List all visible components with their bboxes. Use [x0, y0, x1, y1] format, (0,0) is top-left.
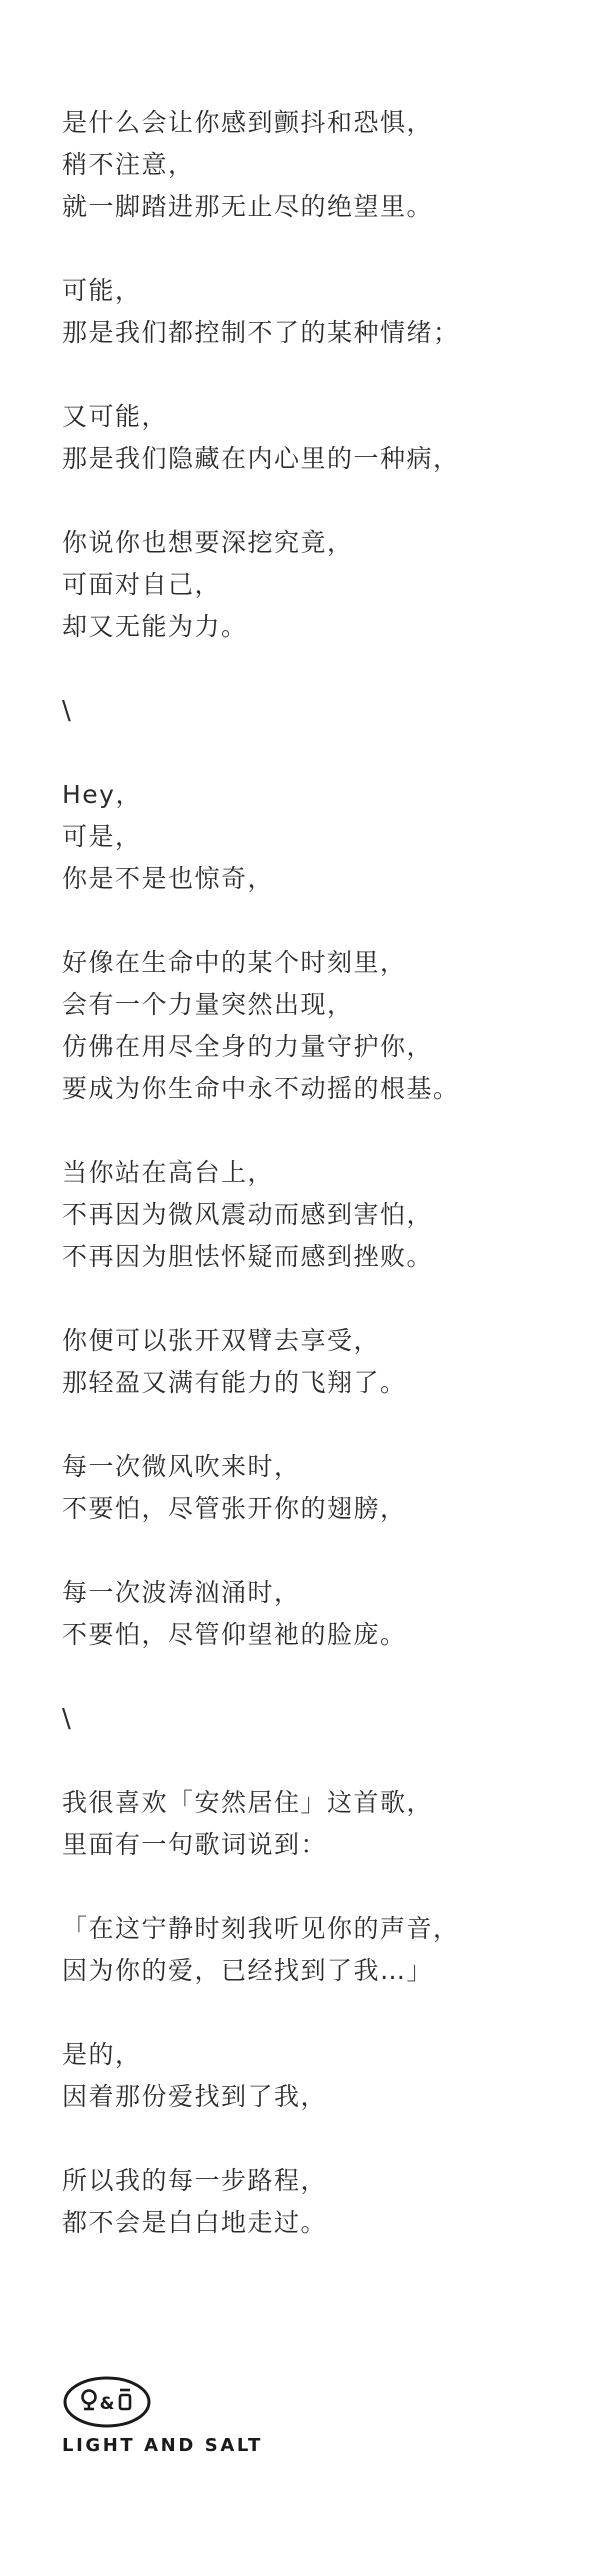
text-line: 可面对自己，: [62, 570, 222, 599]
text-line: 仿佛在用尽全身的力量守护你，: [62, 1032, 434, 1061]
text-line: 可是，: [62, 822, 142, 851]
text-line: 好像在生命中的某个时刻里，: [62, 948, 407, 977]
stanza-2: [62, 270, 582, 354]
text-line: 那是我们都控制不了的某种情绪；: [62, 318, 460, 347]
logo-wordmark: LIGHT AND SALT: [62, 2435, 263, 2456]
stanza-7: [62, 1152, 582, 1278]
text-line: 你是不是也惊奇，: [62, 864, 275, 893]
text-line: 可能，: [62, 276, 142, 305]
text-line: 里面有一句歌词说到：: [62, 1830, 328, 1859]
text-line: 每一次微风吹来时，: [62, 1452, 301, 1481]
text-line: 我很喜欢「安然居住」这首歌，: [62, 1788, 434, 1817]
text-line: 因为你的爱，已经找到了我…」: [62, 1956, 434, 1985]
article-body: [62, 102, 582, 2286]
text-line: 那轻盈又满有能力的飞翔了。: [62, 1368, 407, 1397]
brand-logo: [62, 2375, 322, 2456]
stanza-13: [62, 2034, 582, 2118]
text-line: 不要怕，尽管张开你的翅膀，: [62, 1494, 407, 1523]
stanza-14: [62, 2160, 582, 2244]
text-line: 不再因为胆怯怀疑而感到挫败。: [62, 1242, 434, 1271]
text-line: 你便可以张开双臂去享受，: [62, 1326, 381, 1355]
stanza-3: [62, 396, 582, 480]
stanza-8: [62, 1320, 582, 1404]
text-line: 「在这宁静时刻我听见你的声音，: [62, 1914, 460, 1943]
text-line: 那是我们隐藏在内心里的一种病，: [62, 444, 460, 473]
text-line: 不要怕，尽管仰望祂的脸庞。: [62, 1620, 407, 1649]
text-line: 是的，: [62, 2040, 142, 2069]
stanza-6: [62, 942, 582, 1110]
svg-text:&: &: [99, 2394, 115, 2414]
stanza-11: [62, 1782, 582, 1866]
text-line: 是什么会让你感到颤抖和恐惧，: [62, 108, 434, 137]
text-line: 都不会是白白地走过。: [62, 2208, 328, 2237]
text-line: 当你站在高台上，: [62, 1158, 275, 1187]
text-line: 要成为你生命中永不动摇的根基。: [62, 1074, 460, 1103]
stanza-10: [62, 1572, 582, 1656]
text-line: 所以我的每一步路程，: [62, 2166, 328, 2195]
text-line: 就一脚踏进那无止尽的绝望里。: [62, 192, 434, 221]
stanza-9: [62, 1446, 582, 1530]
logo-mark-icon: [62, 2375, 152, 2429]
text-line: 因着那份爱找到了我，: [62, 2082, 328, 2111]
text-line: 不再因为微风震动而感到害怕，: [62, 1200, 434, 1229]
text-line: 每一次波涛汹涌时，: [62, 1578, 301, 1607]
text-line: Hey，: [62, 780, 142, 809]
section-divider: \: [62, 1704, 71, 1734]
stanza-5: [62, 774, 582, 900]
stanza-4: [62, 522, 582, 648]
section-divider: \: [62, 696, 71, 726]
stanza-12: [62, 1908, 582, 1992]
text-line: 会有一个力量突然出现，: [62, 990, 354, 1019]
stanza-1: [62, 102, 582, 228]
text-line: 稍不注意，: [62, 150, 195, 179]
text-line: 却又无能为力。: [62, 612, 248, 641]
text-line: 又可能，: [62, 402, 169, 431]
text-line: 你说你也想要深挖究竟，: [62, 528, 354, 557]
